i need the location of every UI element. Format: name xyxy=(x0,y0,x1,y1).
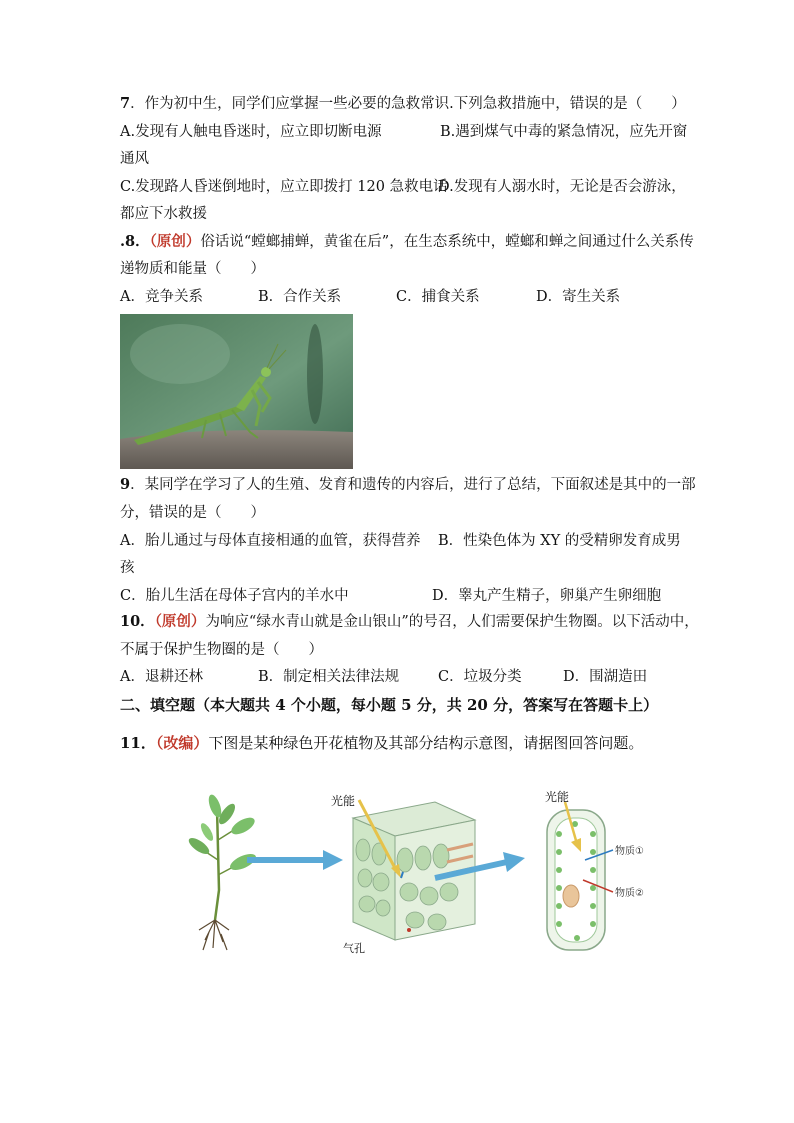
plant-structure-diagram xyxy=(185,780,665,960)
label-light-energy-cell: 光能 xyxy=(545,790,570,804)
leaf-cross-section xyxy=(353,800,475,940)
label-substance-2: 物质② xyxy=(615,888,644,899)
q11-number: 11． xyxy=(120,734,156,752)
q8-option-c: C．捕食关系 xyxy=(396,289,480,305)
q9-number: 9 xyxy=(120,476,131,493)
q8-option-a: A．竞争关系 xyxy=(120,289,203,305)
q9-stem-line xyxy=(120,475,696,495)
q7-option-d: D.发现有人溺水时，无论是否会游泳， xyxy=(438,179,686,195)
q8-option-d: D．寄生关系 xyxy=(536,289,621,305)
q8-stem-line xyxy=(120,232,694,252)
q10-option-d: D．围湖造田 xyxy=(563,669,648,685)
label-substance-1: 物质① xyxy=(615,846,644,857)
section-heading: 二、填空题（本大题共 4 个小题，每小题 5 分，共 20 分，答案写在答题卡上） xyxy=(120,696,659,714)
q7-stem-line xyxy=(120,94,686,114)
q11-stem: 下图是某种绿色开花植物及其部分结构示意图，请据图回答问题。 xyxy=(208,734,644,752)
q8-tag: （原创） xyxy=(149,233,201,250)
q10-stem-line xyxy=(120,612,699,632)
label-stoma: 气孔 xyxy=(343,942,365,955)
q9-option-b: B．性染色体为 XY 的受精卵发育成男 xyxy=(438,533,681,549)
q10-option-c: C．垃圾分类 xyxy=(438,669,522,685)
q11-stem-line xyxy=(120,733,643,753)
label-light-energy-leaf: 光能 xyxy=(331,794,356,808)
q10-tag: （原创） xyxy=(154,613,206,630)
q7-option-c: C.发现路人昏迷倒地时，应立即拨打 120 急救电话 xyxy=(120,179,448,195)
q7-number: 7 xyxy=(120,95,131,112)
q9-stem-cont: 分，错误的是（ ） xyxy=(120,505,265,521)
q7-stem: ．作为初中生，同学们应掌握一些必要的急救常识.下列急救措施中，错误的是（ ） xyxy=(130,96,686,112)
palisade-cell xyxy=(547,802,613,950)
q10-option-a: A．退耕还林 xyxy=(120,669,203,685)
plant-illustration xyxy=(186,793,258,950)
q10-stem: 为响应“绿水青山就是金山银山”的号召，人们需要保护生物圈。以下活动中， xyxy=(205,614,699,630)
q7-option-b: B.遇到煤气中毒的紧急情况，应先开窗 xyxy=(440,124,688,140)
q7-option-d-cont: 都应下水救援 xyxy=(120,206,207,222)
q10-stem-cont: 不属于保护生物圈的是（ ） xyxy=(120,642,323,658)
q8-option-b: B．合作关系 xyxy=(258,289,342,305)
q8-stem: 俗话说“螳螂捕蝉，黄雀在后”，在生态系统中，螳螂和蝉之间通过什么关系传 xyxy=(200,234,694,250)
q9-stem: ．某同学在学习了人的生殖、发育和遗传的内容后，进行了总结，下面叙述是其中的一部 xyxy=(130,477,696,493)
q8-stem-cont: 递物质和能量（ ） xyxy=(120,261,265,277)
q11-tag: （改编） xyxy=(155,734,209,752)
q9-option-d: D．睾丸产生精子，卵巢产生卵细胞 xyxy=(432,588,662,604)
q10-option-b: B．制定相关法律法规 xyxy=(258,669,400,685)
q9-option-a: A．胎儿通过与母体直接相通的血管，获得营养 xyxy=(120,533,421,549)
q8-number: .8． xyxy=(120,233,150,250)
q10-number: 10． xyxy=(120,613,155,630)
q7-option-b-cont: 通风 xyxy=(120,151,149,167)
q7-option-a: A.发现有人触电昏迷时，应立即切断电源 xyxy=(120,124,382,140)
q9-option-c: C．胎儿生活在母体子宫内的羊水中 xyxy=(120,588,349,604)
mantis-photo xyxy=(120,314,353,469)
q9-option-b-cont: 孩 xyxy=(120,560,135,576)
